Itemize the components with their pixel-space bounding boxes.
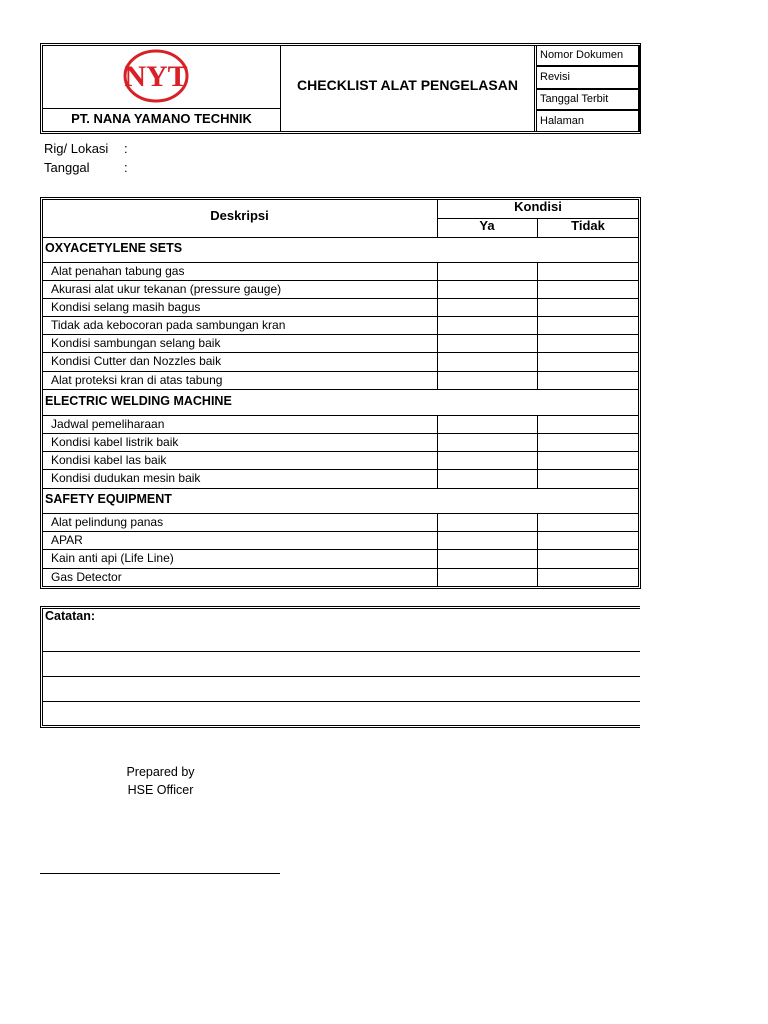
doc-field-label: Revisi xyxy=(540,71,570,83)
checkbox-yes[interactable] xyxy=(437,433,538,452)
checklist-item: APAR xyxy=(51,533,83,547)
column-header-no: Tidak xyxy=(571,218,605,233)
date-label: Tanggal xyxy=(44,160,90,175)
checkbox-no[interactable] xyxy=(537,316,639,335)
column-header-description: Deskripsi xyxy=(210,208,269,223)
checklist-item: Tidak ada kebocoran pada sambungan kran xyxy=(51,318,286,332)
row-rule xyxy=(42,334,437,335)
row-rule xyxy=(42,316,437,317)
section-rule xyxy=(42,488,639,489)
logo-text: NYT xyxy=(124,60,188,93)
row-rule xyxy=(42,451,437,452)
checklist-item: Alat proteksi kran di atas tabung xyxy=(51,373,223,387)
row-rule xyxy=(42,433,437,434)
notes-label: Catatan: xyxy=(45,609,96,623)
checkbox-no[interactable] xyxy=(537,371,639,390)
checkbox-no[interactable] xyxy=(537,549,639,569)
row-rule xyxy=(42,352,437,353)
signature-line xyxy=(40,873,280,874)
checkbox-no[interactable] xyxy=(537,298,639,317)
checkbox-yes[interactable] xyxy=(437,371,538,390)
checkbox-no[interactable] xyxy=(537,352,639,372)
column-header-yes: Ya xyxy=(479,218,495,233)
checkbox-no[interactable] xyxy=(537,415,639,434)
row-rule xyxy=(42,298,437,299)
section-title: SAFETY EQUIPMENT xyxy=(45,492,172,506)
row-rule xyxy=(42,549,437,550)
checklist-item: Kondisi kabel listrik baik xyxy=(51,435,179,449)
notes-box[interactable] xyxy=(40,606,640,728)
checkbox-no[interactable] xyxy=(537,469,639,489)
notes-line xyxy=(43,651,640,652)
checkbox-yes[interactable] xyxy=(437,352,538,372)
checklist-item: Alat pelindung panas xyxy=(51,515,164,529)
checkbox-no[interactable] xyxy=(537,433,639,452)
checkbox-yes[interactable] xyxy=(437,469,538,489)
checkbox-yes[interactable] xyxy=(437,549,538,569)
checklist-item: Kondisi sambungan selang baik xyxy=(51,336,221,350)
document-title: CHECKLIST ALAT PENGELASAN xyxy=(297,77,518,93)
row-rule xyxy=(42,371,437,372)
section-title: OXYACETYLENE SETS xyxy=(45,241,183,255)
notes-line xyxy=(43,676,640,677)
checkbox-yes[interactable] xyxy=(437,334,538,353)
checkbox-no[interactable] xyxy=(537,513,639,532)
row-rule xyxy=(42,568,437,569)
checkbox-yes[interactable] xyxy=(437,568,538,587)
company-logo xyxy=(121,48,191,104)
doc-field-label: Nomor Dokumen xyxy=(540,49,624,61)
row-rule xyxy=(42,469,437,470)
checkbox-yes[interactable] xyxy=(437,280,538,299)
checkbox-no[interactable] xyxy=(537,262,639,281)
header-bottom-line xyxy=(42,237,639,238)
checklist-item: Alat penahan tabung gas xyxy=(51,264,185,278)
checkbox-yes[interactable] xyxy=(437,513,538,532)
doc-field-label: Halaman xyxy=(540,115,585,127)
date-colon: : xyxy=(124,160,128,175)
checkbox-no[interactable] xyxy=(537,451,639,470)
section-title: ELECTRIC WELDING MACHINE xyxy=(45,394,232,408)
company-name: PT. NANA YAMANO TECHNIK xyxy=(71,111,252,126)
column-header-condition: Kondisi xyxy=(514,199,562,214)
checklist-item: Kondisi dudukan mesin baik xyxy=(51,471,201,485)
checklist-item: Akurasi alat ukur tekanan (pressure gauge) xyxy=(51,282,282,296)
checklist-item: Kondisi kabel las baik xyxy=(51,453,167,467)
checkbox-no[interactable] xyxy=(537,568,639,587)
rig-location-label: Rig/ Lokasi xyxy=(44,141,109,156)
checkbox-yes[interactable] xyxy=(437,451,538,470)
rig-location-colon: : xyxy=(124,141,128,156)
prepared-by-label: Prepared by xyxy=(126,765,195,779)
checkbox-yes[interactable] xyxy=(437,415,538,434)
checkbox-yes[interactable] xyxy=(437,262,538,281)
section-rule xyxy=(42,389,639,390)
checkbox-yes[interactable] xyxy=(437,316,538,335)
row-rule xyxy=(42,531,437,532)
doc-field-label: Tanggal Terbit xyxy=(540,93,609,105)
checkbox-no[interactable] xyxy=(537,280,639,299)
checklist-item: Kain anti api (Life Line) xyxy=(51,551,174,565)
checkbox-no[interactable] xyxy=(537,531,639,550)
checklist-item: Kondisi selang masih bagus xyxy=(51,300,201,314)
company-divider xyxy=(43,108,280,109)
checklist-item: Jadwal pemeliharaan xyxy=(51,417,165,431)
row-rule xyxy=(42,280,437,281)
signer-role: HSE Officer xyxy=(127,783,194,797)
notes-line xyxy=(43,701,640,702)
checklist-item: Kondisi Cutter dan Nozzles baik xyxy=(51,354,222,368)
checkbox-yes[interactable] xyxy=(437,531,538,550)
checklist-item: Gas Detector xyxy=(51,570,122,584)
header-divider-right xyxy=(534,45,535,132)
checkbox-yes[interactable] xyxy=(437,298,538,317)
checkbox-no[interactable] xyxy=(537,334,639,353)
